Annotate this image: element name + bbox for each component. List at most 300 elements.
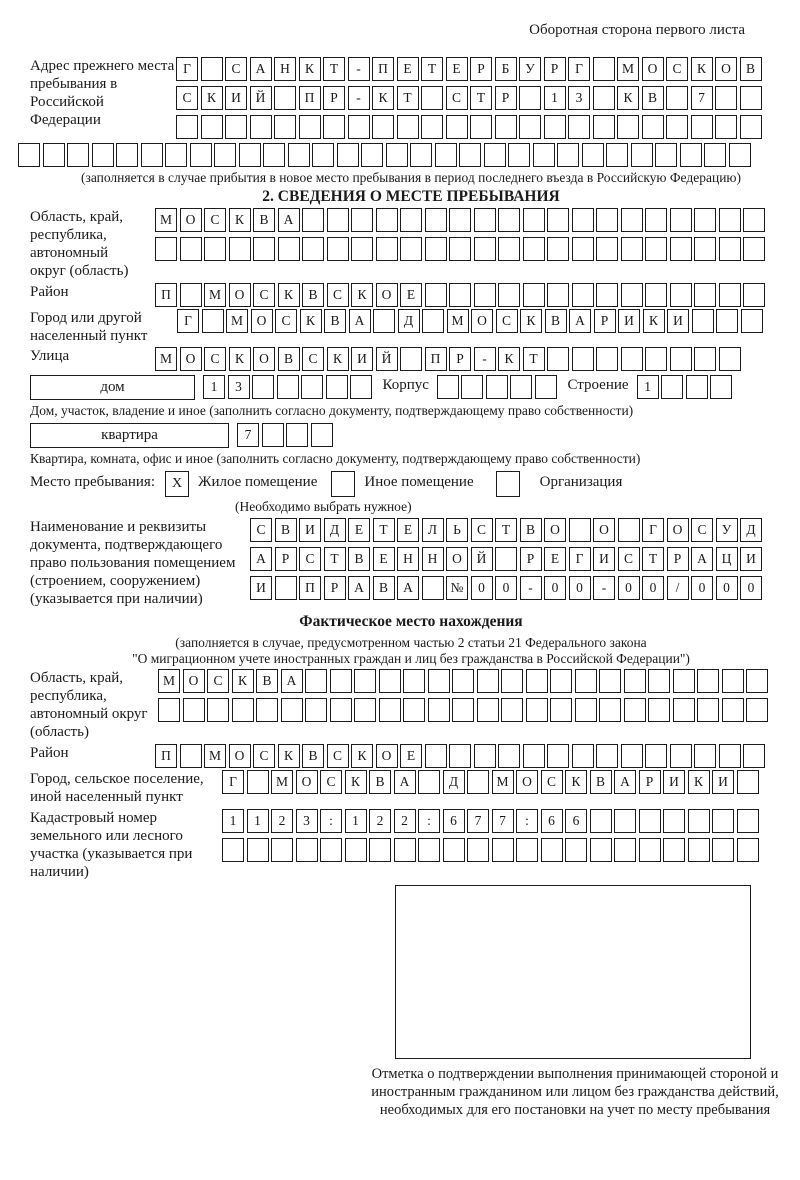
form-cell[interactable]: О: [296, 770, 318, 794]
form-cell[interactable]: С: [446, 86, 468, 110]
form-cell[interactable]: У: [519, 57, 541, 81]
form-cell[interactable]: Е: [400, 744, 422, 768]
form-cell[interactable]: 0: [471, 576, 493, 600]
form-cell[interactable]: [741, 309, 763, 333]
form-cell[interactable]: О: [180, 347, 202, 371]
form-cell[interactable]: 1: [222, 809, 244, 833]
form-cell[interactable]: [645, 744, 667, 768]
form-cell[interactable]: 7: [691, 86, 713, 110]
form-cell[interactable]: [663, 809, 685, 833]
form-cell[interactable]: [624, 669, 646, 693]
form-cell[interactable]: Д: [740, 518, 762, 542]
form-cell[interactable]: К: [372, 86, 394, 110]
form-cell[interactable]: Р: [323, 86, 345, 110]
form-cell[interactable]: [655, 143, 677, 167]
form-cell[interactable]: [645, 347, 667, 371]
form-cell[interactable]: [176, 115, 198, 139]
form-cell[interactable]: [498, 237, 520, 261]
form-cell[interactable]: [670, 208, 692, 232]
form-cell[interactable]: 0: [716, 576, 738, 600]
form-cell[interactable]: -: [474, 347, 496, 371]
form-cell[interactable]: И: [225, 86, 247, 110]
form-cell[interactable]: [397, 115, 419, 139]
form-cell[interactable]: [596, 237, 618, 261]
form-cell[interactable]: [614, 809, 636, 833]
form-cell[interactable]: Р: [470, 57, 492, 81]
form-cell[interactable]: К: [691, 57, 713, 81]
form-cell[interactable]: [716, 309, 738, 333]
form-cell[interactable]: [373, 309, 395, 333]
form-cell[interactable]: [593, 86, 615, 110]
form-cell[interactable]: 6: [565, 809, 587, 833]
form-cell[interactable]: А: [614, 770, 636, 794]
form-cell[interactable]: С: [253, 283, 275, 307]
form-cell[interactable]: А: [394, 770, 416, 794]
form-cell[interactable]: [274, 115, 296, 139]
form-cell[interactable]: [582, 143, 604, 167]
form-cell[interactable]: [631, 143, 653, 167]
form-cell[interactable]: 0: [740, 576, 762, 600]
form-cell[interactable]: О: [180, 208, 202, 232]
form-cell[interactable]: [715, 115, 737, 139]
form-cell[interactable]: [323, 115, 345, 139]
form-cell[interactable]: Г: [642, 518, 664, 542]
form-cell[interactable]: [737, 838, 759, 862]
form-cell[interactable]: [492, 838, 514, 862]
form-cell[interactable]: О: [667, 518, 689, 542]
form-cell[interactable]: [326, 375, 348, 399]
form-cell[interactable]: [474, 237, 496, 261]
form-cell[interactable]: [345, 838, 367, 862]
form-cell[interactable]: 0: [642, 576, 664, 600]
form-cell[interactable]: К: [299, 57, 321, 81]
form-cell[interactable]: Е: [397, 57, 419, 81]
form-cell[interactable]: [575, 669, 597, 693]
form-cell[interactable]: [498, 283, 520, 307]
form-cell[interactable]: 6: [443, 809, 465, 833]
form-cell[interactable]: [232, 698, 254, 722]
form-cell[interactable]: Р: [544, 57, 566, 81]
form-cell[interactable]: Г: [568, 57, 590, 81]
form-cell[interactable]: [645, 283, 667, 307]
form-cell[interactable]: 3: [228, 375, 250, 399]
form-cell[interactable]: [302, 237, 324, 261]
form-cell[interactable]: [535, 375, 557, 399]
form-cell[interactable]: В: [642, 86, 664, 110]
form-cell[interactable]: [593, 115, 615, 139]
form-cell[interactable]: [645, 237, 667, 261]
form-cell[interactable]: В: [324, 309, 346, 333]
form-cell[interactable]: [278, 237, 300, 261]
form-cell[interactable]: М: [447, 309, 469, 333]
form-cell[interactable]: Р: [449, 347, 471, 371]
form-cell[interactable]: Н: [422, 547, 444, 571]
form-cell[interactable]: [575, 698, 597, 722]
form-cell[interactable]: Д: [443, 770, 465, 794]
form-cell[interactable]: Л: [422, 518, 444, 542]
form-cell[interactable]: -: [593, 576, 615, 600]
form-cell[interactable]: [547, 744, 569, 768]
form-cell[interactable]: [624, 698, 646, 722]
form-cell[interactable]: [225, 115, 247, 139]
form-cell[interactable]: [722, 669, 744, 693]
form-cell[interactable]: [247, 838, 269, 862]
form-cell[interactable]: [418, 770, 440, 794]
form-cell[interactable]: А: [250, 57, 272, 81]
form-cell[interactable]: П: [299, 576, 321, 600]
form-cell[interactable]: [719, 347, 741, 371]
form-cell[interactable]: Н: [274, 57, 296, 81]
form-cell[interactable]: Е: [544, 547, 566, 571]
form-cell[interactable]: [372, 115, 394, 139]
form-cell[interactable]: 1: [247, 809, 269, 833]
form-cell[interactable]: К: [300, 309, 322, 333]
form-cell[interactable]: [263, 143, 285, 167]
form-cell[interactable]: И: [740, 547, 762, 571]
form-cell[interactable]: [746, 669, 768, 693]
form-cell[interactable]: [639, 838, 661, 862]
form-cell[interactable]: С: [253, 744, 275, 768]
form-cell[interactable]: О: [544, 518, 566, 542]
form-cell[interactable]: [467, 838, 489, 862]
form-cell[interactable]: [694, 208, 716, 232]
form-cell[interactable]: [141, 143, 163, 167]
form-cell[interactable]: [523, 744, 545, 768]
form-cell[interactable]: [327, 237, 349, 261]
form-cell[interactable]: [526, 669, 548, 693]
form-cell[interactable]: [425, 208, 447, 232]
form-cell[interactable]: [550, 698, 572, 722]
organization-checkbox[interactable]: [496, 471, 520, 497]
form-cell[interactable]: [253, 237, 275, 261]
form-cell[interactable]: А: [569, 309, 591, 333]
form-cell[interactable]: А: [281, 669, 303, 693]
form-cell[interactable]: [403, 698, 425, 722]
form-cell[interactable]: [590, 809, 612, 833]
form-cell[interactable]: [256, 698, 278, 722]
form-cell[interactable]: [648, 669, 670, 693]
form-cell[interactable]: Р: [639, 770, 661, 794]
form-cell[interactable]: [670, 237, 692, 261]
other-premises-checkbox[interactable]: [331, 471, 355, 497]
form-cell[interactable]: [697, 698, 719, 722]
form-cell[interactable]: [474, 208, 496, 232]
form-cell[interactable]: 0: [691, 576, 713, 600]
form-cell[interactable]: [443, 838, 465, 862]
form-cell[interactable]: /: [667, 576, 689, 600]
form-cell[interactable]: :: [418, 809, 440, 833]
form-cell[interactable]: [421, 86, 443, 110]
form-cell[interactable]: [719, 208, 741, 232]
form-cell[interactable]: [312, 143, 334, 167]
form-cell[interactable]: [180, 744, 202, 768]
form-cell[interactable]: [533, 143, 555, 167]
form-cell[interactable]: [719, 237, 741, 261]
form-cell[interactable]: [596, 283, 618, 307]
form-cell[interactable]: [686, 375, 708, 399]
form-cell[interactable]: [544, 115, 566, 139]
form-cell[interactable]: К: [617, 86, 639, 110]
form-cell[interactable]: К: [278, 283, 300, 307]
form-cell[interactable]: [201, 115, 223, 139]
form-cell[interactable]: И: [667, 309, 689, 333]
form-cell[interactable]: [691, 115, 713, 139]
form-cell[interactable]: О: [446, 547, 468, 571]
form-cell[interactable]: [596, 208, 618, 232]
form-cell[interactable]: Р: [275, 547, 297, 571]
form-cell[interactable]: [648, 698, 670, 722]
form-cell[interactable]: В: [278, 347, 300, 371]
form-cell[interactable]: [572, 208, 594, 232]
form-cell[interactable]: О: [642, 57, 664, 81]
form-cell[interactable]: С: [225, 57, 247, 81]
form-cell[interactable]: К: [498, 347, 520, 371]
form-cell[interactable]: [311, 423, 333, 447]
form-cell[interactable]: [523, 283, 545, 307]
form-cell[interactable]: А: [397, 576, 419, 600]
form-cell[interactable]: [568, 115, 590, 139]
form-cell[interactable]: [425, 283, 447, 307]
form-cell[interactable]: [596, 744, 618, 768]
form-cell[interactable]: В: [275, 518, 297, 542]
form-cell[interactable]: 2: [271, 809, 293, 833]
form-cell[interactable]: [541, 838, 563, 862]
form-cell[interactable]: [165, 143, 187, 167]
form-cell[interactable]: К: [345, 770, 367, 794]
form-cell[interactable]: [286, 423, 308, 447]
form-cell[interactable]: Е: [400, 283, 422, 307]
form-cell[interactable]: В: [520, 518, 542, 542]
residential-premises-checkbox[interactable]: X: [165, 471, 189, 497]
form-cell[interactable]: [498, 208, 520, 232]
form-cell[interactable]: [376, 208, 398, 232]
form-cell[interactable]: К: [229, 347, 251, 371]
form-cell[interactable]: Г: [176, 57, 198, 81]
form-cell[interactable]: И: [250, 576, 272, 600]
form-cell[interactable]: [477, 669, 499, 693]
form-cell[interactable]: [719, 744, 741, 768]
form-cell[interactable]: В: [302, 283, 324, 307]
form-cell[interactable]: :: [516, 809, 538, 833]
form-cell[interactable]: Д: [324, 518, 346, 542]
form-cell[interactable]: Г: [222, 770, 244, 794]
form-cell[interactable]: С: [471, 518, 493, 542]
form-cell[interactable]: П: [372, 57, 394, 81]
form-cell[interactable]: К: [351, 283, 373, 307]
form-cell[interactable]: Т: [397, 86, 419, 110]
form-cell[interactable]: [229, 237, 251, 261]
form-cell[interactable]: К: [327, 347, 349, 371]
form-cell[interactable]: Т: [324, 547, 346, 571]
form-cell[interactable]: [422, 576, 444, 600]
form-cell[interactable]: [621, 744, 643, 768]
form-cell[interactable]: [606, 143, 628, 167]
form-cell[interactable]: [222, 838, 244, 862]
form-cell[interactable]: 1: [544, 86, 566, 110]
form-cell[interactable]: М: [271, 770, 293, 794]
form-cell[interactable]: [547, 237, 569, 261]
form-cell[interactable]: [704, 143, 726, 167]
form-cell[interactable]: И: [712, 770, 734, 794]
form-cell[interactable]: [435, 143, 457, 167]
form-cell[interactable]: [92, 143, 114, 167]
form-cell[interactable]: И: [351, 347, 373, 371]
form-cell[interactable]: [351, 208, 373, 232]
form-cell[interactable]: С: [496, 309, 518, 333]
form-cell[interactable]: [190, 143, 212, 167]
form-cell[interactable]: [621, 208, 643, 232]
form-cell[interactable]: [526, 698, 548, 722]
form-cell[interactable]: [369, 838, 391, 862]
form-cell[interactable]: В: [545, 309, 567, 333]
form-cell[interactable]: В: [253, 208, 275, 232]
form-cell[interactable]: С: [541, 770, 563, 794]
form-cell[interactable]: [252, 375, 274, 399]
form-cell[interactable]: [116, 143, 138, 167]
form-cell[interactable]: [484, 143, 506, 167]
form-cell[interactable]: [486, 375, 508, 399]
form-cell[interactable]: [155, 237, 177, 261]
form-cell[interactable]: К: [229, 208, 251, 232]
form-cell[interactable]: [519, 86, 541, 110]
form-cell[interactable]: [688, 809, 710, 833]
form-cell[interactable]: [694, 283, 716, 307]
form-cell[interactable]: [277, 375, 299, 399]
form-cell[interactable]: [421, 115, 443, 139]
form-cell[interactable]: М: [204, 283, 226, 307]
form-cell[interactable]: [354, 698, 376, 722]
form-cell[interactable]: [670, 283, 692, 307]
form-cell[interactable]: [437, 375, 459, 399]
form-cell[interactable]: И: [618, 309, 640, 333]
form-cell[interactable]: [376, 237, 398, 261]
form-cell[interactable]: К: [520, 309, 542, 333]
form-cell[interactable]: Р: [324, 576, 346, 600]
form-cell[interactable]: Р: [495, 86, 517, 110]
form-cell[interactable]: [180, 283, 202, 307]
form-cell[interactable]: [428, 698, 450, 722]
form-cell[interactable]: -: [520, 576, 542, 600]
form-cell[interactable]: [673, 698, 695, 722]
form-cell[interactable]: [428, 669, 450, 693]
form-cell[interactable]: [596, 347, 618, 371]
form-cell[interactable]: [351, 237, 373, 261]
form-cell[interactable]: [305, 669, 327, 693]
form-cell[interactable]: Е: [446, 57, 468, 81]
form-cell[interactable]: [247, 770, 269, 794]
form-cell[interactable]: [743, 237, 765, 261]
form-cell[interactable]: [446, 115, 468, 139]
form-cell[interactable]: О: [376, 744, 398, 768]
form-cell[interactable]: -: [348, 86, 370, 110]
form-cell[interactable]: 1: [345, 809, 367, 833]
form-cell[interactable]: 7: [492, 809, 514, 833]
form-cell[interactable]: О: [471, 309, 493, 333]
form-cell[interactable]: [599, 698, 621, 722]
form-cell[interactable]: 0: [544, 576, 566, 600]
form-cell[interactable]: И: [663, 770, 685, 794]
form-cell[interactable]: [519, 115, 541, 139]
form-cell[interactable]: М: [155, 347, 177, 371]
form-cell[interactable]: О: [376, 283, 398, 307]
form-cell[interactable]: [281, 698, 303, 722]
form-cell[interactable]: Т: [421, 57, 443, 81]
form-cell[interactable]: [719, 283, 741, 307]
form-cell[interactable]: [418, 838, 440, 862]
form-cell[interactable]: [710, 375, 732, 399]
form-cell[interactable]: Д: [398, 309, 420, 333]
form-cell[interactable]: [299, 115, 321, 139]
form-cell[interactable]: [694, 744, 716, 768]
form-cell[interactable]: [618, 518, 640, 542]
form-cell[interactable]: Й: [471, 547, 493, 571]
form-cell[interactable]: [694, 347, 716, 371]
form-cell[interactable]: [666, 115, 688, 139]
form-cell[interactable]: [348, 115, 370, 139]
form-cell[interactable]: 2: [369, 809, 391, 833]
form-cell[interactable]: [459, 143, 481, 167]
form-cell[interactable]: К: [278, 744, 300, 768]
form-cell[interactable]: Р: [594, 309, 616, 333]
form-cell[interactable]: Т: [373, 518, 395, 542]
form-cell[interactable]: В: [740, 57, 762, 81]
form-cell[interactable]: [740, 86, 762, 110]
form-cell[interactable]: [296, 838, 318, 862]
form-cell[interactable]: [663, 838, 685, 862]
form-cell[interactable]: [572, 237, 594, 261]
form-cell[interactable]: М: [617, 57, 639, 81]
form-cell[interactable]: 2: [394, 809, 416, 833]
form-cell[interactable]: [183, 698, 205, 722]
form-cell[interactable]: Г: [569, 547, 591, 571]
form-cell[interactable]: [729, 143, 751, 167]
form-cell[interactable]: С: [250, 518, 272, 542]
form-cell[interactable]: С: [204, 347, 226, 371]
form-cell[interactable]: [271, 838, 293, 862]
form-cell[interactable]: [680, 143, 702, 167]
form-cell[interactable]: [275, 576, 297, 600]
form-cell[interactable]: К: [643, 309, 665, 333]
form-cell[interactable]: [43, 143, 65, 167]
form-cell[interactable]: [449, 237, 471, 261]
form-cell[interactable]: А: [349, 309, 371, 333]
form-cell[interactable]: [474, 283, 496, 307]
form-cell[interactable]: В: [302, 744, 324, 768]
form-cell[interactable]: [327, 208, 349, 232]
form-cell[interactable]: [330, 698, 352, 722]
form-cell[interactable]: [621, 347, 643, 371]
form-cell[interactable]: 1: [637, 375, 659, 399]
form-cell[interactable]: [350, 375, 372, 399]
form-cell[interactable]: 0: [618, 576, 640, 600]
form-cell[interactable]: [302, 208, 324, 232]
form-cell[interactable]: А: [278, 208, 300, 232]
form-cell[interactable]: [557, 143, 579, 167]
form-cell[interactable]: [501, 669, 523, 693]
form-cell[interactable]: [477, 698, 499, 722]
form-cell[interactable]: [572, 347, 594, 371]
form-cell[interactable]: [737, 770, 759, 794]
form-cell[interactable]: Й: [250, 86, 272, 110]
form-cell[interactable]: [661, 375, 683, 399]
form-cell[interactable]: [394, 838, 416, 862]
form-cell[interactable]: С: [204, 208, 226, 232]
form-cell[interactable]: [400, 208, 422, 232]
form-cell[interactable]: [422, 309, 444, 333]
form-cell[interactable]: [250, 115, 272, 139]
form-cell[interactable]: [593, 57, 615, 81]
form-cell[interactable]: Ц: [716, 547, 738, 571]
